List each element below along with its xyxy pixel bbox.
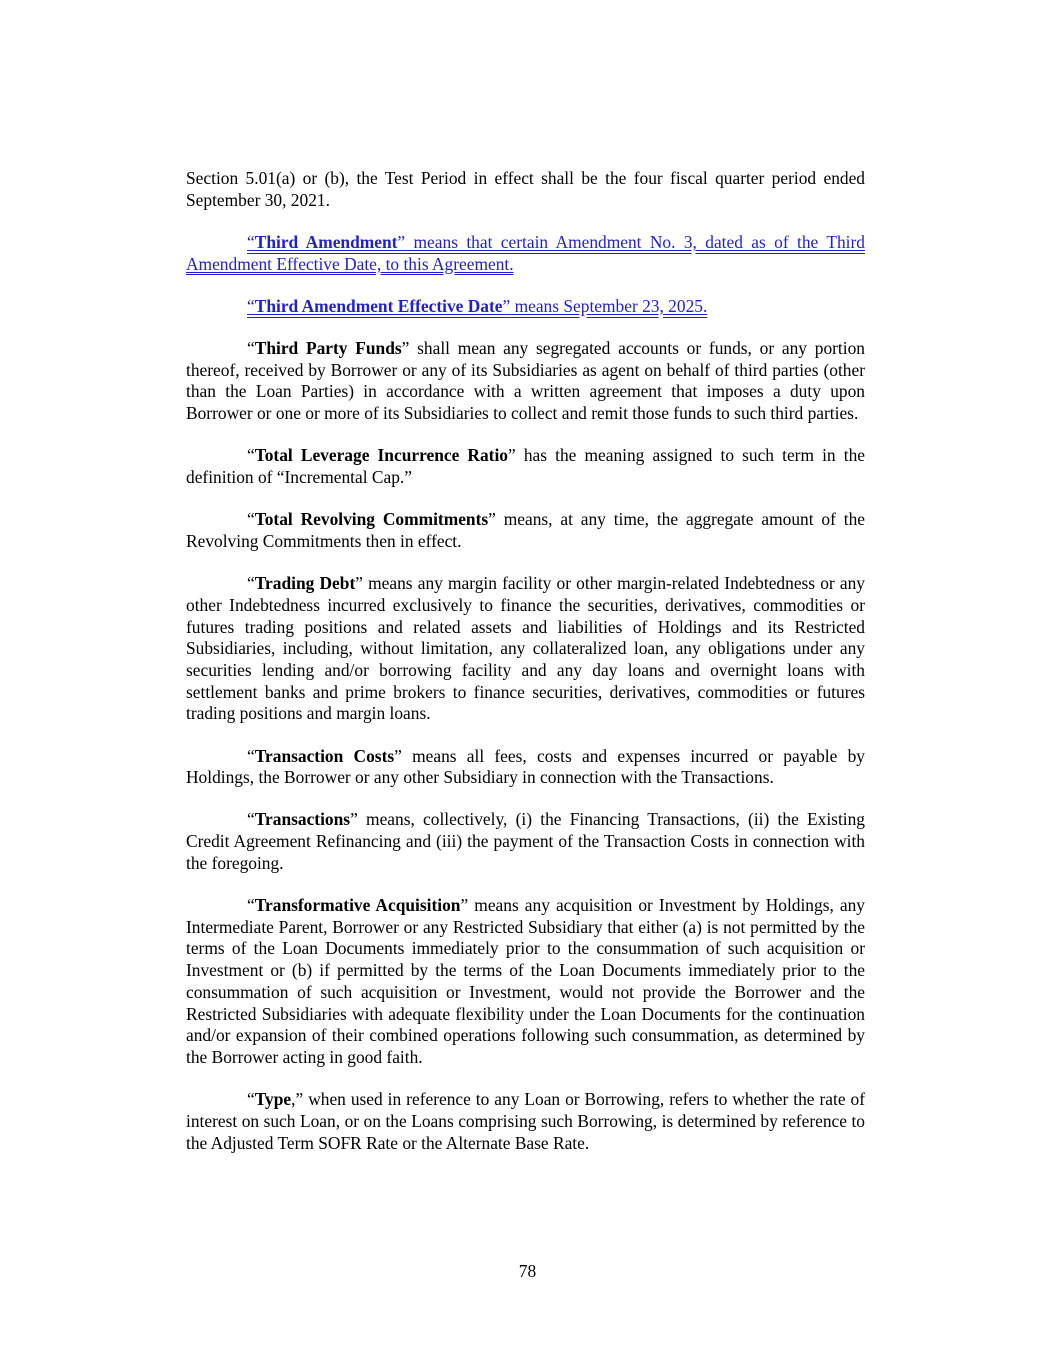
defined-term: Transaction Costs bbox=[254, 745, 395, 766]
defined-term: Total Leverage Incurrence Ratio bbox=[254, 445, 508, 466]
definition-total-revolving-commitments: “Total Revolving Commitments” means, at any time, the aggregate amount of the Revolving Commitments then in effect. bbox=[186, 509, 865, 551]
intro-paragraph: Section 5.01(a) or (b), the Test Period in effect shall be the four fiscal quarter period ended September 30, 2021. bbox=[186, 168, 865, 210]
defined-term: Transactions bbox=[254, 809, 351, 830]
definition-third-party-funds: “Third Party Funds” shall mean any segregated accounts or funds, or any portion thereof, received by Borrower or any of its Subsidiaries as agent on behalf of third parties (other than the Loan Parties) in accordance with a written agreement that imposes a duty upon Borrower or one or more of its Subsidiaries to collect and remit those funds to such third parties. bbox=[186, 338, 865, 424]
defined-term: Third Amendment bbox=[254, 231, 398, 252]
definition-transformative-acquisition: “Transformative Acquisition” means any acquisition or Investment by Holdings, any Intermediate Parent, Borrower or any Restricted Subsidiary that either (a) is not permitted by the terms of the Loan Documents immediately prior to the consummation of such acquisition or Investment or (b) if permitted by the terms of the Loan Documents immediately prior to the consummation of such acquisition or Investment, would not provide the Borrower and the Restricted Subsidiaries with adequate flexibility under the Loan Documents for the continuation and/or expansion of their combined operations following such consummation, as determined by the Borrower acting in good faith. bbox=[186, 895, 865, 1067]
defined-term: Total Revolving Commitments bbox=[254, 509, 489, 530]
defined-term: Trading Debt bbox=[254, 573, 356, 594]
definition-third-amendment-effective-date: “Third Amendment Effective Date” means September 23, 2025. bbox=[247, 295, 708, 316]
definition-transactions: “Transactions” means, collectively, (i) the Financing Transactions, (ii) the Existing Credit Agreement Refinancing and (iii) the payment of the Transaction Costs in connection with the foregoing. bbox=[186, 809, 865, 873]
definition-total-leverage-incurrence-ratio: “Total Leverage Incurrence Ratio” has the meaning assigned to such term in the definition of “Incremental Cap.” bbox=[186, 445, 865, 488]
defined-term: Type bbox=[254, 1089, 292, 1110]
page-number: 78 bbox=[518, 1261, 537, 1281]
definition-transaction-costs: “Transaction Costs” means all fees, costs and expenses incurred or payable by Holdings, the Borrower or any other Subsidiary in connection with the Transactions. bbox=[186, 745, 865, 788]
page-body bbox=[186, 168, 865, 1175]
definition-type: “Type,” when used in reference to any Loan or Borrowing, refers to whether the rate of interest on such Loan, or on the Loans comprising such Borrowing, is determined by reference to the Adjusted Term SOFR Rate or the Alternate Base Rate. bbox=[186, 1089, 865, 1153]
defined-term: Transformative Acquisition bbox=[254, 895, 461, 916]
defined-term: Third Party Funds bbox=[254, 338, 402, 359]
defined-term: Third Amendment Effective Date bbox=[254, 295, 503, 316]
definition-trading-debt: “Trading Debt” means any margin facility or other margin-related Indebtedness or any other Indebtedness incurred exclusively to finance the securities, derivatives, commodities or futures trading positions and related assets and liabilities of Holdings and its Restricted Subsidiaries, including, without limitation, any collateralized loan, any obligations under any securities lending and/or borrowing facility and any day loans and overnight loans with settlement banks and prime brokers to finance securities, derivatives, commodities or futures trading positions and margin loans. bbox=[186, 573, 865, 724]
definition-third-amendment: “Third Amendment” means that certain Amendment No. 3, dated as of the Third Amendment Effective Date, to this Agreement. bbox=[186, 231, 865, 274]
